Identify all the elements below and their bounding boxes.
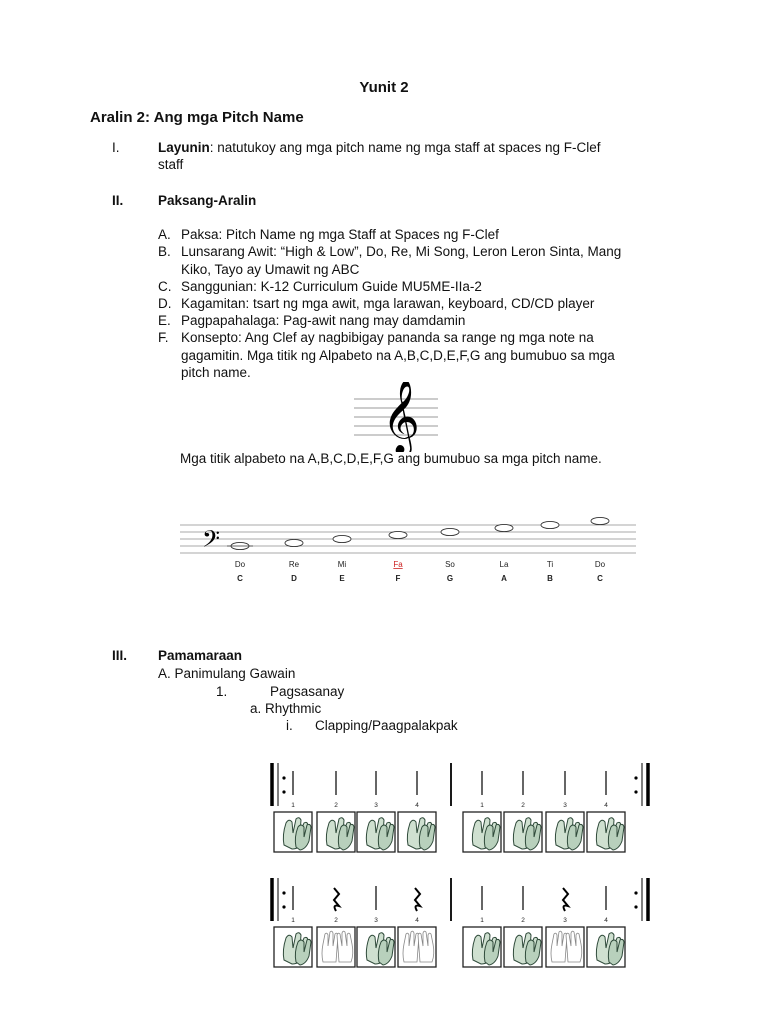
page-title: Yunit 2 [359,79,409,96]
clapping-hands-icon [407,818,435,850]
whole-note [333,535,351,542]
whole-note [591,517,609,524]
repeat-dot [634,790,637,793]
topic-item-text: Kagamitan: tsart ng mga awit, mga larawan, keyboard, CD/CD player [181,296,595,311]
repeat-dot [634,776,637,779]
method-sub-i-number: i. [286,718,293,733]
treble-clef-image [350,382,442,452]
beat-number: 3 [374,802,378,809]
letter-label: C [597,574,603,583]
whole-note [495,524,513,531]
topic-item-text: Kiko, Tayo ay Umawit ng ABC [181,261,360,277]
clapping-hands-icon [283,933,311,965]
objective-body-2: staff [158,157,184,172]
beat-number: 1 [480,917,484,924]
method-sub-i: Clapping/Paagpalakpak [315,718,458,733]
quarter-rest [415,888,420,911]
objective-label: Layunin [158,140,210,155]
treble-clef-icon: 𝄞 [382,382,420,452]
solfege-label: La [499,560,509,569]
repeat-dot [282,891,285,894]
repeat-dot [282,905,285,908]
method-sub-1: Pagsasanay [270,684,345,699]
solfege-label: Re [288,560,300,569]
clapping-hands-icon [366,933,394,965]
topic-item-text: Konsepto: Ang Clef ay nagbibigay pananda sa range ng mga note na [181,330,594,345]
objective-text [158,139,600,157]
letter-label: G [446,574,454,583]
solfege-label: Do [594,560,606,569]
beat-number: 4 [415,802,419,809]
repeat-dot [634,891,637,894]
clapping-hands-icon [555,818,583,850]
topic-item-letter: C. [158,279,172,294]
whole-note [389,531,407,538]
letter-label: A [501,574,507,583]
topic-item-text: Lunsarang Awit: “High & Low”, Do, Re, Mi Song, Leron Leron Sinta, Mang [181,244,622,259]
clef-caption: Mga titik alpabeto na A,B,C,D,E,F,G ang bumubuo sa mga pitch name. [180,451,602,466]
topic-item-letter: D. [158,296,172,311]
topic-item-text: Paksa: Pitch Name ng mga Staff at Spaces ng F-Clef [181,227,499,242]
whole-note [541,521,559,528]
topic-item-letter: B. [158,244,171,259]
letter-label: C [237,574,243,583]
clapping-hands-icon [513,933,541,965]
beat-number: 1 [480,802,484,809]
topic-item-text: Pagpapahalaga: Pag-awit nang may damdamin [181,313,466,328]
beat-number: 1 [291,802,295,809]
beat-number: 4 [604,917,608,924]
beat-number: 2 [521,802,525,809]
clapping-hands-icon [472,933,500,965]
beat-number: 2 [334,917,338,924]
beat-number: 3 [374,917,378,924]
whole-note [441,528,459,535]
topic-item-text: gagamitin. Mga titik ng Alpabeto na A,B,C,D,E,F,G ang bumubuo sa mga [181,347,615,363]
f-clef-pitch-chart [178,515,638,590]
solfege-label: So [445,560,455,569]
clapping-hands-icon [366,818,394,850]
solfege-label: Ti [546,560,554,569]
quarter-rest [563,888,568,911]
repeat-dot [282,790,285,793]
letter-label: E [339,574,345,583]
letter-label: F [395,574,401,583]
solfege-label: Do [234,560,246,569]
topic-item-letter: A. [158,227,171,242]
clapping-hands-icon [472,818,500,850]
beat-number: 3 [563,917,567,924]
rhythm-exercise [260,758,660,973]
clapping-hands-icon [326,818,354,850]
objective-number: I. [112,140,120,155]
topic-item-text: pitch name. [181,365,251,380]
method-sub-a: A. Panimulang Gawain [158,666,296,681]
topic-item-letter: F. [158,330,169,345]
beat-number: 2 [521,917,525,924]
repeat-dot [634,905,637,908]
objective-body: : natutukoy ang mga pitch name ng mga staff at spaces ng F-Clef [209,140,601,155]
topic-label: Paksang-Aralin [158,193,257,208]
topic-item-letter: E. [158,313,171,328]
clapping-hands-icon [513,818,541,850]
solfege-label: Mi [337,560,347,569]
solfege-label: Fa [393,560,403,569]
clapping-hands-icon [596,818,624,850]
letter-label: D [291,574,297,583]
repeat-dot [282,776,285,779]
method-number: III. [112,648,128,663]
topic-number: II. [112,193,124,208]
clapping-hands-icon [283,818,311,850]
beat-number: 1 [291,917,295,924]
whole-note [285,539,303,546]
beat-number: 4 [415,917,419,924]
letter-label: B [547,574,553,583]
beat-number: 3 [563,802,567,809]
method-sub-a2: a. Rhythmic [250,701,322,716]
method-sub-1-number: 1. [216,684,228,699]
topic-item-text: Sanggunian: K-12 Curriculum Guide MU5ME-IIa-2 [181,279,482,294]
beat-number: 4 [604,802,608,809]
bass-clef-icon: 𝄢 [202,526,221,557]
beat-number: 2 [334,802,338,809]
clapping-hands-icon [596,933,624,965]
quarter-rest [334,888,339,911]
lesson-title: Aralin 2: Ang mga Pitch Name [90,109,304,126]
method-label: Pamamaraan [158,648,243,663]
